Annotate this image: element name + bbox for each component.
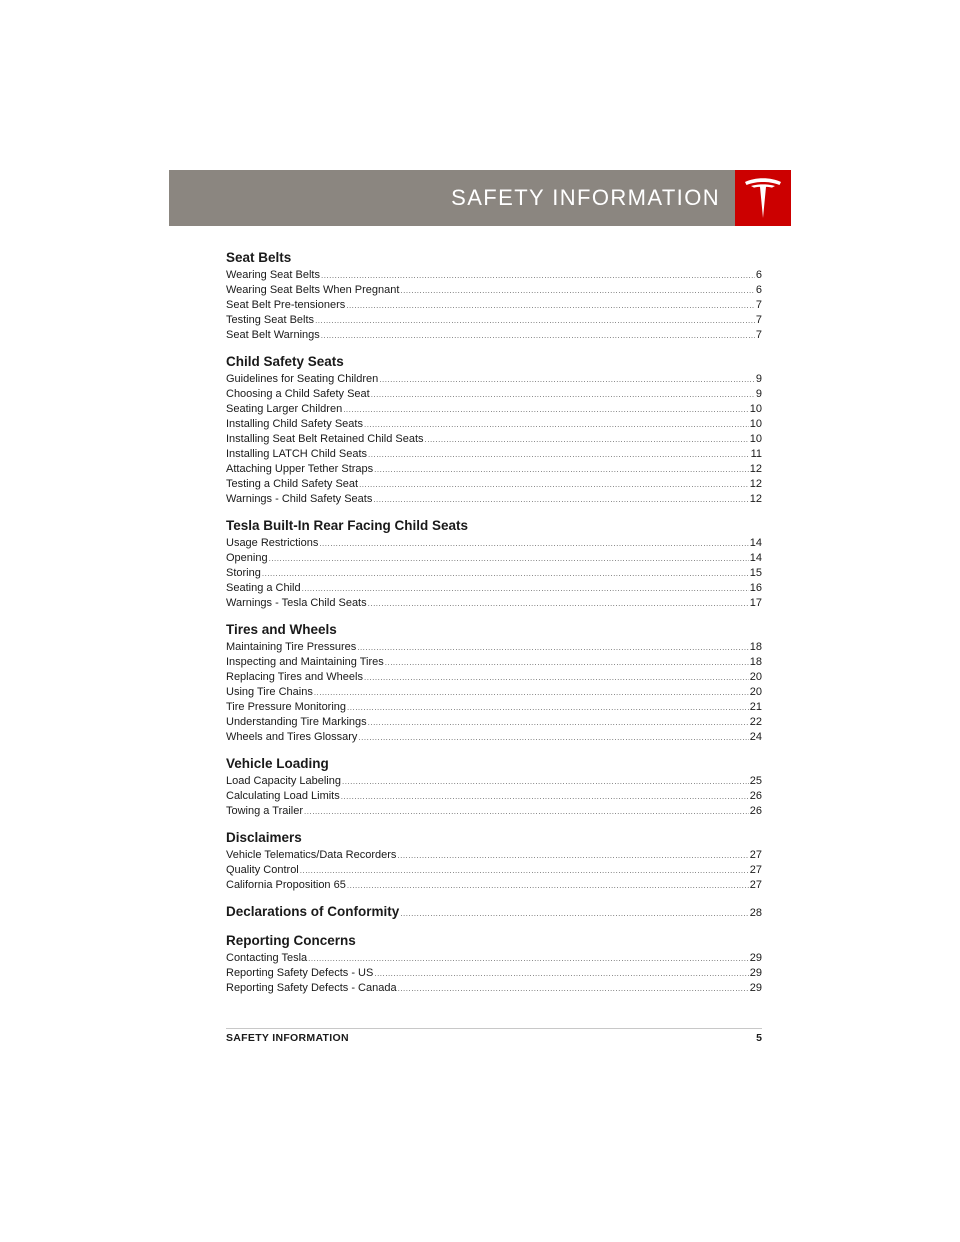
- toc-entry[interactable]: [226, 730, 762, 745]
- dot-leader: [300, 863, 749, 878]
- toc-page-number: 14: [749, 537, 762, 549]
- toc-entry[interactable]: [226, 670, 762, 685]
- toc-entry[interactable]: [226, 462, 762, 477]
- toc-page-number: 6: [755, 284, 762, 296]
- toc-entry-list: [226, 848, 762, 893]
- toc-page-number: 28: [749, 907, 762, 919]
- toc-entry[interactable]: [226, 313, 762, 328]
- dot-leader: [368, 715, 749, 730]
- toc-entry[interactable]: [226, 804, 762, 819]
- toc-entry-label: Load Capacity Labeling: [226, 775, 341, 787]
- dot-leader: [385, 655, 749, 670]
- dot-leader: [319, 536, 748, 551]
- toc-entry[interactable]: [226, 789, 762, 804]
- toc-page-number: 20: [749, 671, 762, 683]
- dot-leader: [321, 268, 755, 283]
- dot-leader: [341, 789, 749, 804]
- toc-page-number: 10: [749, 403, 762, 415]
- toc-entry-label: Installing LATCH Child Seats: [226, 448, 368, 460]
- toc-entry-label: California Proposition 65: [226, 879, 346, 891]
- toc-section-title: Tires and Wheels: [226, 622, 337, 637]
- toc-page-number: 29: [749, 952, 762, 964]
- toc-entry-label: Warnings - Child Safety Seats: [226, 493, 373, 505]
- toc-entry-label: Wearing Seat Belts: [226, 269, 320, 281]
- toc-page-number: 29: [749, 967, 762, 979]
- toc-entry[interactable]: [226, 447, 762, 462]
- toc-entry-label: Wheels and Tires Glossary: [226, 731, 358, 743]
- toc-section-title: Seat Belts: [226, 250, 292, 265]
- dot-leader: [314, 685, 749, 700]
- toc-page-number: 18: [749, 656, 762, 668]
- toc-entry-label: Understanding Tire Markings: [226, 716, 367, 728]
- toc-page-number: 26: [749, 805, 762, 817]
- toc-page-number: 17: [749, 597, 762, 609]
- toc-entry-label: Testing a Child Safety Seat: [226, 478, 359, 490]
- toc-entry[interactable]: [226, 863, 762, 878]
- toc-entry-label: Tire Pressure Monitoring: [226, 701, 347, 713]
- toc-page-number: 9: [755, 388, 762, 400]
- toc-entry-list: [226, 951, 762, 996]
- toc-entry[interactable]: [226, 328, 762, 343]
- dot-leader: [346, 298, 755, 313]
- toc-entry[interactable]: [226, 685, 762, 700]
- footer-divider: [226, 1028, 762, 1029]
- dot-leader: [358, 730, 748, 745]
- toc-entry[interactable]: [226, 581, 762, 596]
- toc-entry[interactable]: [226, 283, 762, 298]
- toc-entry[interactable]: [226, 566, 762, 581]
- dot-leader: [368, 596, 749, 611]
- toc-section: [226, 620, 762, 745]
- toc-page-number: 20: [749, 686, 762, 698]
- toc-entry-label: Guidelines for Seating Children: [226, 373, 379, 385]
- toc-entry-label: Inspecting and Maintaining Tires: [226, 656, 384, 668]
- toc-entry-label: Wearing Seat Belts When Pregnant: [226, 284, 400, 296]
- toc-page-number: 16: [749, 582, 762, 594]
- toc-page-number: 27: [749, 864, 762, 876]
- dot-leader: [315, 313, 755, 328]
- toc-entry-label: Usage Restrictions: [226, 537, 319, 549]
- toc-page-number: 6: [755, 269, 762, 281]
- toc-entry-list: [226, 372, 762, 507]
- toc-page-number: 29: [749, 982, 762, 994]
- toc-entry-label: Installing Seat Belt Retained Child Seats: [226, 433, 424, 445]
- toc-page-number: 12: [749, 478, 762, 490]
- toc-entry-label: Seat Belt Warnings: [226, 329, 320, 341]
- toc-page-number: 9: [755, 373, 762, 385]
- toc-entry[interactable]: [226, 417, 762, 432]
- toc-entry-label: Warnings - Tesla Child Seats: [226, 597, 367, 609]
- toc-page-number: 12: [749, 493, 762, 505]
- dot-leader: [262, 566, 749, 581]
- dot-leader: [371, 387, 755, 402]
- toc-entry[interactable]: [226, 268, 762, 283]
- toc-entry-label: Choosing a Child Safety Seat: [226, 388, 370, 400]
- section-header-bar: [169, 170, 735, 226]
- dot-leader: [400, 283, 754, 298]
- toc-page-number: 7: [755, 299, 762, 311]
- toc-entry[interactable]: [226, 700, 762, 715]
- footer-page-number: 5: [756, 1032, 762, 1044]
- toc-page-number: 7: [755, 314, 762, 326]
- dot-leader: [302, 581, 749, 596]
- toc-entry-label: Seat Belt Pre-tensioners: [226, 299, 346, 311]
- toc-entry[interactable]: [226, 477, 762, 492]
- toc-section-link[interactable]: [226, 902, 762, 922]
- dot-leader: [347, 878, 749, 893]
- dot-leader: [359, 477, 749, 492]
- toc-entry[interactable]: [226, 878, 762, 893]
- toc-entry-label: Reporting Safety Defects - US: [226, 967, 374, 979]
- toc-section: [226, 248, 762, 343]
- dot-leader: [357, 640, 749, 655]
- toc-section-title: Tesla Built-In Rear Facing Child Seats: [226, 518, 469, 533]
- toc-entry-label: Opening: [226, 552, 268, 564]
- toc-entry[interactable]: [226, 966, 762, 981]
- toc-page-number: 14: [749, 552, 762, 564]
- toc-section-title: Vehicle Loading: [226, 756, 329, 771]
- table-of-contents: [226, 248, 762, 1005]
- toc-entry-label: Storing: [226, 567, 261, 579]
- dot-leader: [379, 372, 755, 387]
- dot-leader: [364, 670, 749, 685]
- toc-entry-label: Calculating Load Limits: [226, 790, 340, 802]
- toc-entry-label: Replacing Tires and Wheels: [226, 671, 363, 683]
- toc-entry-label: Maintaining Tire Pressures: [226, 641, 357, 653]
- toc-entry[interactable]: [226, 387, 762, 402]
- dot-leader: [425, 432, 749, 447]
- toc-entry-label: Seating Larger Children: [226, 403, 343, 415]
- toc-entry-label: Vehicle Telematics/Data Recorders: [226, 849, 397, 861]
- toc-entry[interactable]: [226, 981, 762, 996]
- toc-entry[interactable]: [226, 655, 762, 670]
- toc-entry-label: Installing Child Safety Seats: [226, 418, 363, 430]
- toc-entry-label: Towing a Trailer: [226, 805, 304, 817]
- toc-entry[interactable]: [226, 536, 762, 551]
- dot-leader: [374, 966, 748, 981]
- dot-leader: [304, 804, 749, 819]
- toc-section: [226, 902, 762, 922]
- toc-entry-label: Testing Seat Belts: [226, 314, 315, 326]
- dot-leader: [321, 328, 755, 343]
- toc-entry[interactable]: [226, 551, 762, 566]
- toc-page-number: 18: [749, 641, 762, 653]
- toc-page-number: 11: [750, 448, 762, 460]
- toc-section: [226, 754, 762, 819]
- dot-leader: [398, 981, 749, 996]
- tesla-logo: [735, 170, 791, 226]
- toc-entry-list: [226, 268, 762, 343]
- toc-entry[interactable]: [226, 298, 762, 313]
- dot-leader: [347, 700, 749, 715]
- dot-leader: [400, 909, 748, 918]
- toc-entry[interactable]: [226, 402, 762, 417]
- toc-entry-label: Reporting Safety Defects - Canada: [226, 982, 397, 994]
- toc-page-number: 22: [749, 716, 762, 728]
- section-header-title: SAFETY INFORMATION: [451, 185, 720, 210]
- toc-entry-list: [226, 536, 762, 611]
- toc-entry[interactable]: [226, 951, 762, 966]
- toc-entry-list: [226, 640, 762, 745]
- toc-entry[interactable]: [226, 640, 762, 655]
- toc-page-number: 15: [749, 567, 762, 579]
- footer-section-label: SAFETY INFORMATION: [226, 1032, 349, 1044]
- toc-entry[interactable]: [226, 848, 762, 863]
- toc-entry-list: [226, 774, 762, 819]
- dot-leader: [269, 551, 749, 566]
- toc-section: [226, 931, 762, 996]
- toc-entry[interactable]: [226, 492, 762, 507]
- toc-page-number: 7: [755, 329, 762, 341]
- dot-leader: [368, 447, 750, 462]
- toc-page-number: 24: [749, 731, 762, 743]
- toc-page-number: 21: [749, 701, 762, 713]
- toc-section: [226, 516, 762, 611]
- toc-page-number: 27: [749, 849, 762, 861]
- toc-entry-label: Using Tire Chains: [226, 686, 313, 698]
- toc-page-number: 25: [749, 775, 762, 787]
- dot-leader: [373, 492, 748, 507]
- toc-page-number: 10: [749, 433, 762, 445]
- dot-leader: [397, 848, 748, 863]
- dot-leader: [343, 402, 749, 417]
- tesla-logo-icon: [743, 176, 783, 220]
- toc-page-number: 26: [749, 790, 762, 802]
- dot-leader: [308, 951, 749, 966]
- toc-section-title: Reporting Concerns: [226, 933, 356, 948]
- toc-entry[interactable]: [226, 596, 762, 611]
- dot-leader: [364, 417, 749, 432]
- toc-entry[interactable]: [226, 774, 762, 789]
- toc-section: [226, 828, 762, 893]
- toc-section-title: Disclaimers: [226, 830, 302, 845]
- toc-entry-label: Attaching Upper Tether Straps: [226, 463, 374, 475]
- toc-entry[interactable]: [226, 432, 762, 447]
- toc-section-title: Declarations of Conformity: [226, 904, 400, 919]
- dot-leader: [342, 774, 749, 789]
- dot-leader: [374, 462, 749, 477]
- toc-page-number: 12: [749, 463, 762, 475]
- toc-page-number: 10: [749, 418, 762, 430]
- toc-entry[interactable]: [226, 715, 762, 730]
- toc-page-number: 27: [749, 879, 762, 891]
- toc-entry-label: Seating a Child: [226, 582, 301, 594]
- toc-entry-label: Contacting Tesla: [226, 952, 308, 964]
- toc-entry-label: Quality Control: [226, 864, 299, 876]
- toc-section-title: Child Safety Seats: [226, 354, 344, 369]
- toc-entry[interactable]: [226, 372, 762, 387]
- toc-section: [226, 352, 762, 507]
